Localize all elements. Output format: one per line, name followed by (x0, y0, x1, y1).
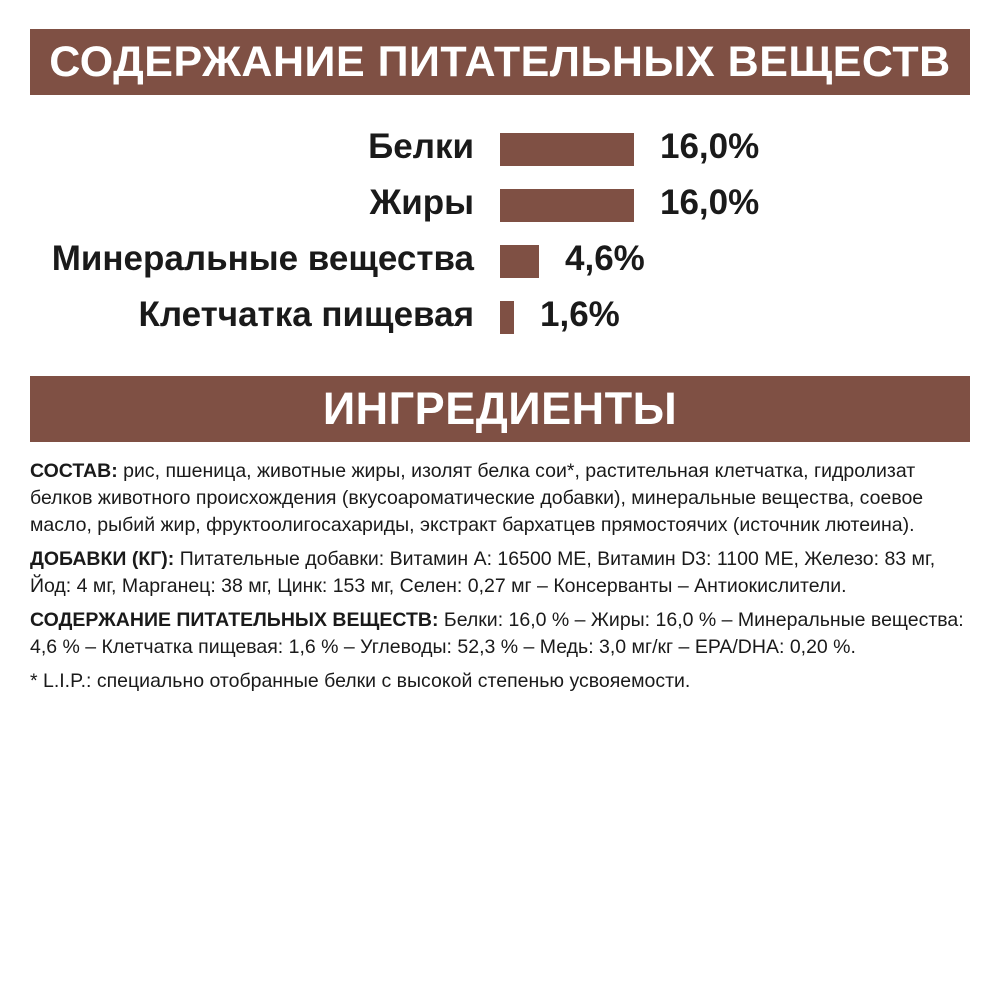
nutrient-row-protein (0, 118, 1000, 176)
nutrient-label: Белки (368, 127, 474, 166)
nutrient-label: Жиры (369, 183, 474, 222)
nutrient-label: Минеральные вещества (51, 239, 474, 278)
nutrient-content-paragraph (30, 607, 972, 661)
nutrient-content-text: Белки: 16,0 % – Жиры: 16,0 % – Минеральные вещества: 4,6 % – Клетчатка пищевая: 1,6 % – Углеводы: 52,3 % – Медь: 3,0 мг/кг – EPA/DHA: 0,20 %. (30, 609, 964, 658)
nutrient-content-label: СОДЕРЖАНИЕ ПИТАТЕЛЬНЫХ ВЕЩЕСТВ: (30, 609, 439, 631)
nutrient-row-fiber (0, 286, 1000, 344)
composition-label: СОСТАВ: (30, 460, 118, 482)
nutrition-header: СОДЕРЖАНИЕ ПИТАТЕЛЬНЫХ ВЕЩЕСТВ (30, 29, 970, 95)
nutrient-row-minerals (0, 230, 1000, 288)
additives-text: Питательные добавки: Витамин A: 16500 МЕ, Витамин D3: 1100 МЕ, Железо: 83 мг, Йод: 4 мг, Марганец: 38 мг, Цинк: 153 мг, Селен: 0,27 мг – Консерванты – Антиокислители. (30, 548, 936, 597)
composition-text: рис, пшеница, животные жиры, изолят белка сои*, растительная клетчатка, гидролизат белков животного происхождения (вкусоароматические добавки), минеральные вещества, соевое масло, рыбий жир, фруктоолигосахариды, экстракт бархатцев прямостоячих (источник лютеина). (30, 460, 924, 536)
footnote: * L.I.P.: специально отобранные белки с высокой степенью усвояемости. (30, 670, 691, 692)
nutrient-row-fat (0, 174, 1000, 232)
additives-label: ДОБАВКИ (КГ): (30, 548, 175, 570)
nutrient-bar (500, 301, 514, 334)
additives-paragraph (30, 546, 972, 600)
nutrient-bar (500, 189, 634, 222)
nutrient-value: 16,0% (660, 183, 760, 222)
nutrient-value: 16,0% (660, 127, 760, 166)
nutrient-value: 4,6% (565, 239, 645, 278)
nutrient-label: Клетчатка пищевая (138, 295, 474, 334)
ingredients-text (30, 458, 972, 702)
nutrient-value: 1,6% (540, 295, 620, 334)
ingredients-header: ИНГРЕДИЕНТЫ (30, 376, 970, 442)
composition-paragraph (30, 458, 972, 539)
nutrient-bar (500, 133, 634, 166)
nutrient-bar (500, 245, 539, 278)
